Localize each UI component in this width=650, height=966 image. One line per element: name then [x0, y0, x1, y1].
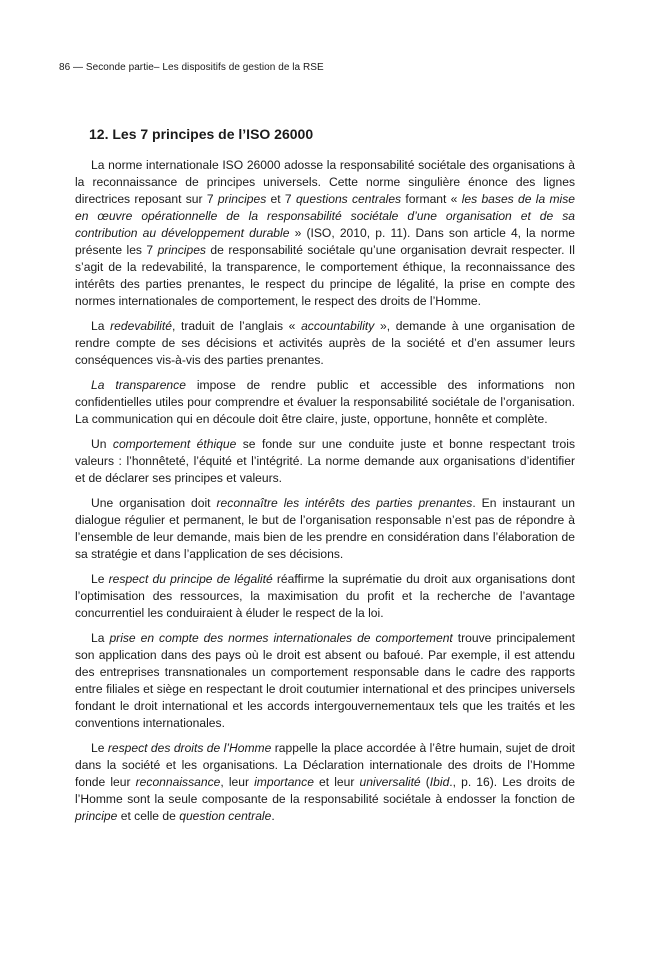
text-run: . En instaurant un dialogue régulier et permanent, le but de l’organisation responsable n’est pas de répondre à l’ensemble de leur demande, mais bien de les prendre en considération dans l’élaboration de sa stratégie et dans l’application de ses décisions. [75, 496, 576, 561]
italic-text: les bases de la mise en œuvre opérationnelle de la responsabilité sociétale d’une organisation et de sa contribution au développement durable [75, 192, 575, 240]
paragraph [75, 740, 575, 825]
italic-text: La transparence [91, 378, 186, 392]
text-run: réaffirme la suprématie du droit aux organisations dont l’optimisation des ressources, la maximisation du profit et la recherche de l’avantage concurrentiel les conduiraient à éluder le respect de la loi. [75, 572, 575, 620]
body-text [75, 157, 575, 833]
italic-text: principes [217, 192, 267, 206]
italic-text: prise en compte des normes internationales de comportement [109, 631, 453, 645]
paragraph [75, 318, 575, 369]
italic-text: respect du principe de légalité [108, 572, 273, 586]
paragraph [75, 571, 575, 622]
text-run: Le [91, 572, 109, 586]
italic-text: reconnaissance [135, 775, 221, 789]
section-title: 12. Les 7 principes de l’ISO 26000 [89, 126, 314, 142]
running-header: 86 — Seconde partie– Les dispositifs de gestion de la RSE [59, 62, 324, 73]
text-run: impose de rendre public et accessible des informations non confidentielles utiles pour comprendre et évaluer la responsabilité sociétale de l’organisation. La communication qui en découle doit être claire, juste, opportune, honnête et complète. [75, 378, 575, 426]
text-run: et leur [313, 775, 360, 789]
text-run: », demande à une organisation de rendre compte de ses décisions et activités auprès de la société et d’en assumer leurs conséquences vis-à-vis des parties prenantes. [75, 319, 575, 367]
italic-text: universalité [359, 775, 421, 789]
italic-text: principes [157, 243, 206, 257]
text-run: , traduit de l’anglais « [171, 319, 302, 333]
text-run: trouve principalement son application dans des pays où le droit est absent ou bafoué. Par exemple, il est attendu des entreprises transnationales un comportement responsable dans le cadre des rapports entre filiales et siège en respectant le droit coutumier international et des principes universels fondant le droit international et les accords intergouvernementaux tels que les traités et les conventions internationales. [75, 631, 576, 730]
italic-text: question centrale [179, 809, 272, 823]
italic-text: accountability [301, 319, 375, 333]
paragraph [75, 495, 575, 563]
text-run: de responsabilité sociétale qu’une organisation devrait respecter. Il s’agit de la redevabilité, la transparence, le comportement éthique, la reconnaissance des intérêts des parties prenantes, le respect du principe de légalité, la prise en compte des normes internationales de comportement, le respect des droits de l’Homme. [75, 243, 575, 308]
paragraph [75, 436, 575, 487]
text-run: La [91, 319, 111, 333]
text-run: Un [91, 437, 113, 451]
paragraph [75, 377, 575, 428]
italic-text: respect des droits de l’Homme [107, 741, 272, 755]
text-run: , leur [220, 775, 255, 789]
text-run: se fonde sur une conduite juste et bonne respectant trois valeurs : l’honnêteté, l’équité et l’intégrité. La norme demande aux organisations d’identifier et de déclarer ses principes et valeurs. [75, 437, 576, 485]
italic-text: principe [75, 809, 118, 823]
paragraph [75, 157, 575, 310]
italic-text: reconnaître les intérêts des parties prenantes [216, 496, 473, 510]
text-run: La norme internationale ISO 26000 adosse la responsabilité sociétale des organisations à la reconnaissance de principes universels. Cette norme singulière énonce des lignes directrices reposant sur 7 [75, 158, 575, 206]
paragraph [75, 630, 575, 732]
text-run: et celle de [117, 809, 180, 823]
text-run: formant « [401, 192, 462, 206]
text-run: Le [91, 741, 108, 755]
text-run: et 7 [266, 192, 296, 206]
text-run: rappelle la place accordée à l’être humain, sujet de droit dans la société et les organisations. La Déclaration internationale des droits de l’Homme fonde leur [75, 741, 575, 789]
text-run: . [271, 809, 275, 823]
text-run: ( [420, 775, 430, 789]
italic-text: Ibid [429, 775, 450, 789]
text-run: Une organisation doit [91, 496, 217, 510]
text-run: La [91, 631, 110, 645]
italic-text: redevabilité [110, 319, 172, 333]
italic-text: comportement éthique [112, 437, 237, 451]
text-run: ., p. 16). Les droits de l’Homme sont la seule composante de la responsabilité sociétale à endosser la fonction de [75, 775, 575, 806]
text-run: » (ISO, 2010, p. 11). Dans son article 4, la norme présente les 7 [75, 226, 576, 257]
italic-text: questions centrales [295, 192, 402, 206]
italic-text: importance [254, 775, 314, 789]
